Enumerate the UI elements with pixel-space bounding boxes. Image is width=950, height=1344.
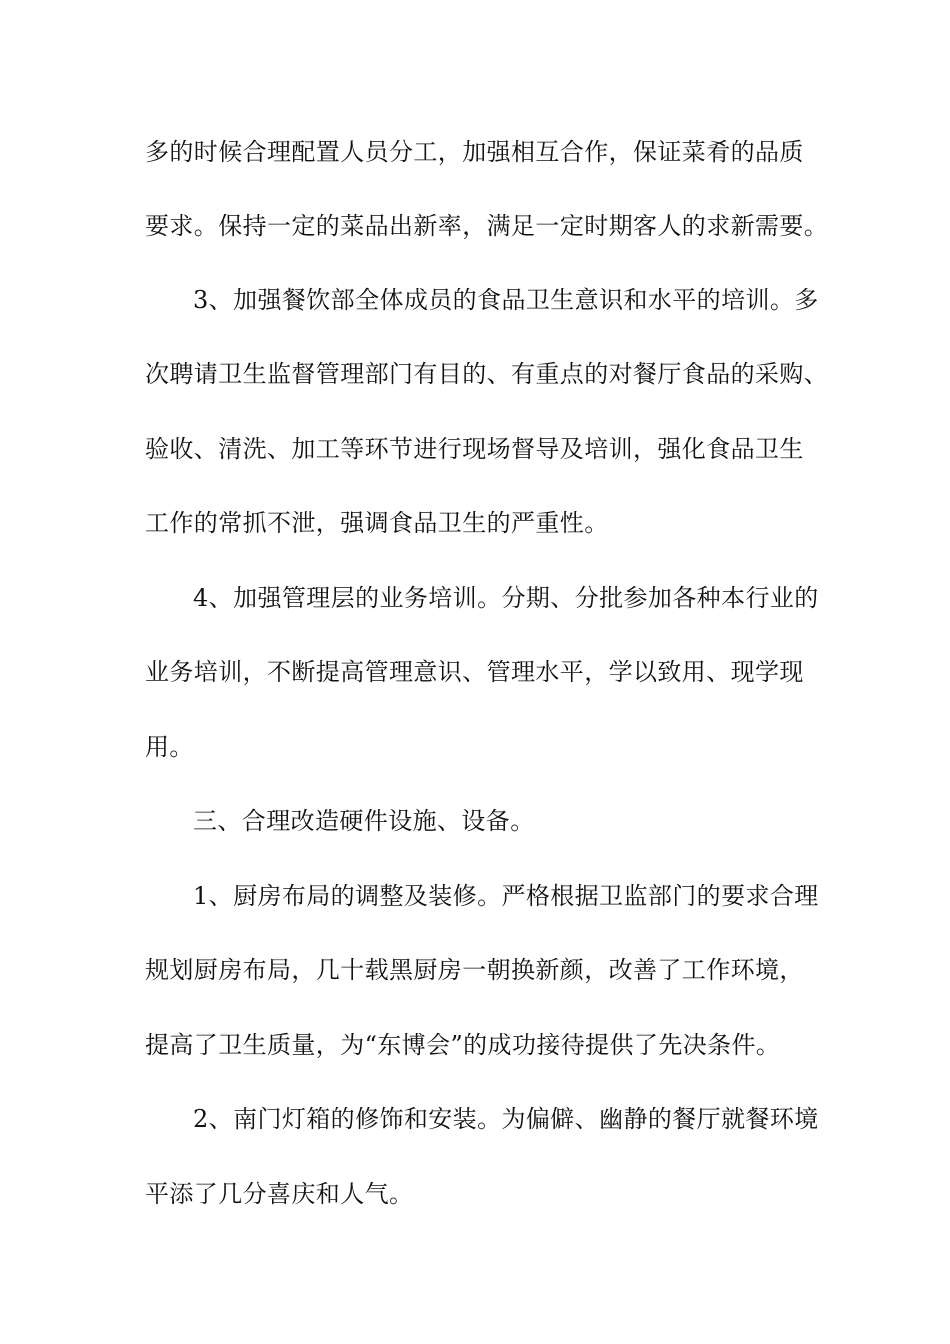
- section-heading: 三、合理改造硬件设施、设备。: [193, 807, 535, 835]
- paragraph-line: 多的时候合理配置人员分工，加强相互合作，保证菜肴的品质: [145, 138, 804, 166]
- paragraph-line: 要求。保持一定的菜品出新率，满足一定时期客人的求新需要。: [145, 212, 829, 240]
- paragraph-line: 3、加强餐饮部全体成员的食品卫生意识和水平的培训。多: [193, 286, 819, 314]
- paragraph-line: 提高了卫生质量，为“东博会”的成功接待提供了先决条件。: [145, 1031, 781, 1059]
- paragraph-line: 4、加强管理层的业务培训。分期、分批参加各种本行业的: [193, 584, 819, 612]
- paragraph-line: 验收、清洗、加工等环节进行现场督导及培训，强化食品卫生: [145, 435, 804, 463]
- paragraph-line: 工作的常抓不泄，强调食品卫生的严重性。: [145, 509, 609, 537]
- paragraph-line: 业务培训，不断提高管理意识、管理水平，学以致用、现学现: [145, 658, 804, 686]
- paragraph-line: 2、南门灯箱的修饰和安装。为偏僻、幽静的餐厅就餐环境: [193, 1105, 819, 1133]
- paragraph-line: 1、厨房布局的调整及装修。严格根据卫监部门的要求合理: [193, 882, 819, 910]
- paragraph-line: 平添了几分喜庆和人气。: [145, 1180, 414, 1208]
- paragraph-line: 规划厨房布局，几十载黑厨房一朝换新颜，改善了工作环境，: [145, 956, 804, 984]
- paragraph-line: 次聘请卫生监督管理部门有目的、有重点的对餐厅食品的采购、: [145, 360, 829, 388]
- paragraph-line: 用。: [145, 733, 194, 761]
